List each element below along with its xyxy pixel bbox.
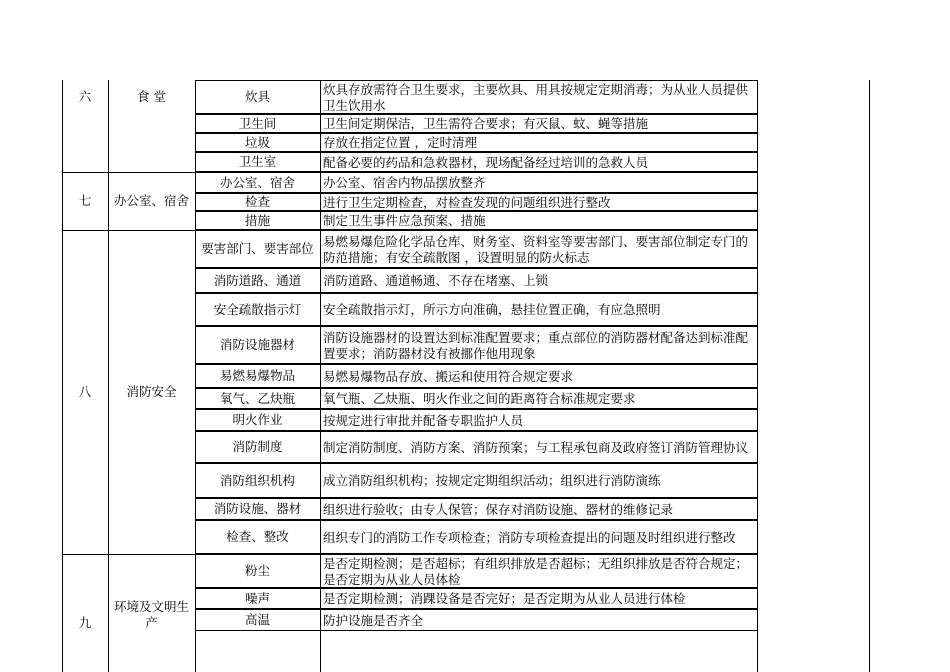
item-cell: 氧气、乙炔瓶 (195, 388, 320, 409)
description-cell: 制定卫生事件应急预案、措施 (320, 211, 757, 230)
item-cell: 高温 (195, 609, 320, 631)
section-number: 六 (78, 89, 92, 104)
description-cell: 氧气瓶、乙炔瓶、明火作业之间的距离符合标准规定要求 (320, 388, 757, 409)
description-cell: 按规定进行审批并配备专职监护人员 (320, 409, 757, 431)
item-cell: 安全疏散指示灯 (195, 293, 320, 326)
item-cell: 易燃易爆物品 (195, 364, 320, 388)
section-category: 环境及文明生产 (113, 599, 189, 630)
description-cell: 组织专门的消防工作专项检查；消防专项检查提出的问题及时组织进行整改 (320, 520, 757, 554)
grid-line (869, 80, 870, 672)
grid-line (62, 80, 63, 672)
description-cell: 炊具存放需符合卫生要求，主要炊具、用具按规定定期消毒；为从业人员提供卫生饮用水 (320, 80, 757, 114)
description-cell: 易燃易爆危险化学品仓库、财务室、资料室等要害部门、要害部位制定专门的防范措施；有安全疏散图 ，设置明显的防火标志 (320, 230, 757, 268)
item-cell: 卫生间 (195, 114, 320, 133)
description-cell: 防护设施是否齐全 (320, 609, 757, 631)
item-cell: 办公室、宿舍 (195, 172, 320, 193)
item-cell: 明火作业 (195, 409, 320, 431)
item-cell: 垃圾 (195, 133, 320, 152)
description-cell: 组织进行验收；由专人保管；保存对消防设施、器材的维修记录 (320, 498, 757, 520)
description-cell: 进行卫生定期检查，对检查发现的问题组织进行整改 (320, 193, 757, 211)
inspection-table (62, 80, 869, 672)
item-cell: 措施 (195, 211, 320, 230)
description-cell: 易燃易爆物品存放、搬运和使用符合规定要求 (320, 364, 757, 388)
description-cell: 卫生间定期保洁，卫生需符合要求；有灭鼠、蚊、蝇等措施 (320, 114, 757, 133)
section-category: 消防安全 (126, 384, 177, 399)
item-cell: 要害部门、要害部位 (195, 230, 320, 268)
item-cell: 消防组织机构 (195, 463, 320, 498)
section-category: 办公室、宿舍 (113, 193, 189, 208)
description-cell: 办公室、宿舍内物品摆放整齐 (320, 172, 757, 193)
section-number: 八 (78, 384, 92, 399)
item-cell: 噪声 (195, 588, 320, 609)
description-cell: 消防设施器材的设置达到标准配置要求；重点部位的消防器材配备达到标准配置要求；消防器材没有被挪作他用现象 (320, 326, 757, 364)
grid-line (320, 80, 321, 672)
grid-line (195, 80, 196, 672)
item-cell: 消防设施、器材 (195, 498, 320, 520)
section-category: 食 堂 (137, 89, 166, 104)
description-cell: 消防道路、通道畅通、不存在堵塞、上锁 (320, 268, 757, 293)
item-cell: 检查 (195, 193, 320, 211)
item-cell: 粉尘 (195, 554, 320, 588)
item-cell: 检查、整改 (195, 520, 320, 554)
item-cell: 消防设施器材 (195, 326, 320, 364)
description-cell: 成立消防组织机构；按规定定期组织活动；组织进行消防演练 (320, 463, 757, 498)
description-cell: 是否定期检测；是否超标；有组织排放是否超标；无组织排放是否符合规定；是否定期为从业人员体检 (320, 554, 757, 588)
section-number: 九 (78, 615, 92, 630)
grid-line (757, 80, 758, 672)
description-cell: 安全疏散指示灯，所示方向准确，悬挂位置正确，有应急照明 (320, 293, 757, 326)
item-cell: 炊具 (195, 80, 320, 114)
description-cell: 存放在指定位置 ，定时清理 (320, 133, 757, 152)
item-cell: 消防道路、通道 (195, 268, 320, 293)
item-cell: 卫生室 (195, 152, 320, 172)
section-number: 七 (78, 193, 92, 208)
description-cell: 配备必要的药品和急救器材，现场配备经过培训的急救人员 (320, 152, 757, 172)
item-cell: 消防制度 (195, 431, 320, 463)
grid-line (108, 80, 109, 672)
description-cell: 是否定期检测；消踝设备是否完好；是否定期为从业人员进行体检 (320, 588, 757, 609)
description-cell: 制定消防制度、消防方案、消防预案；与工程承包商及政府签订消防管理协议 (320, 431, 757, 463)
